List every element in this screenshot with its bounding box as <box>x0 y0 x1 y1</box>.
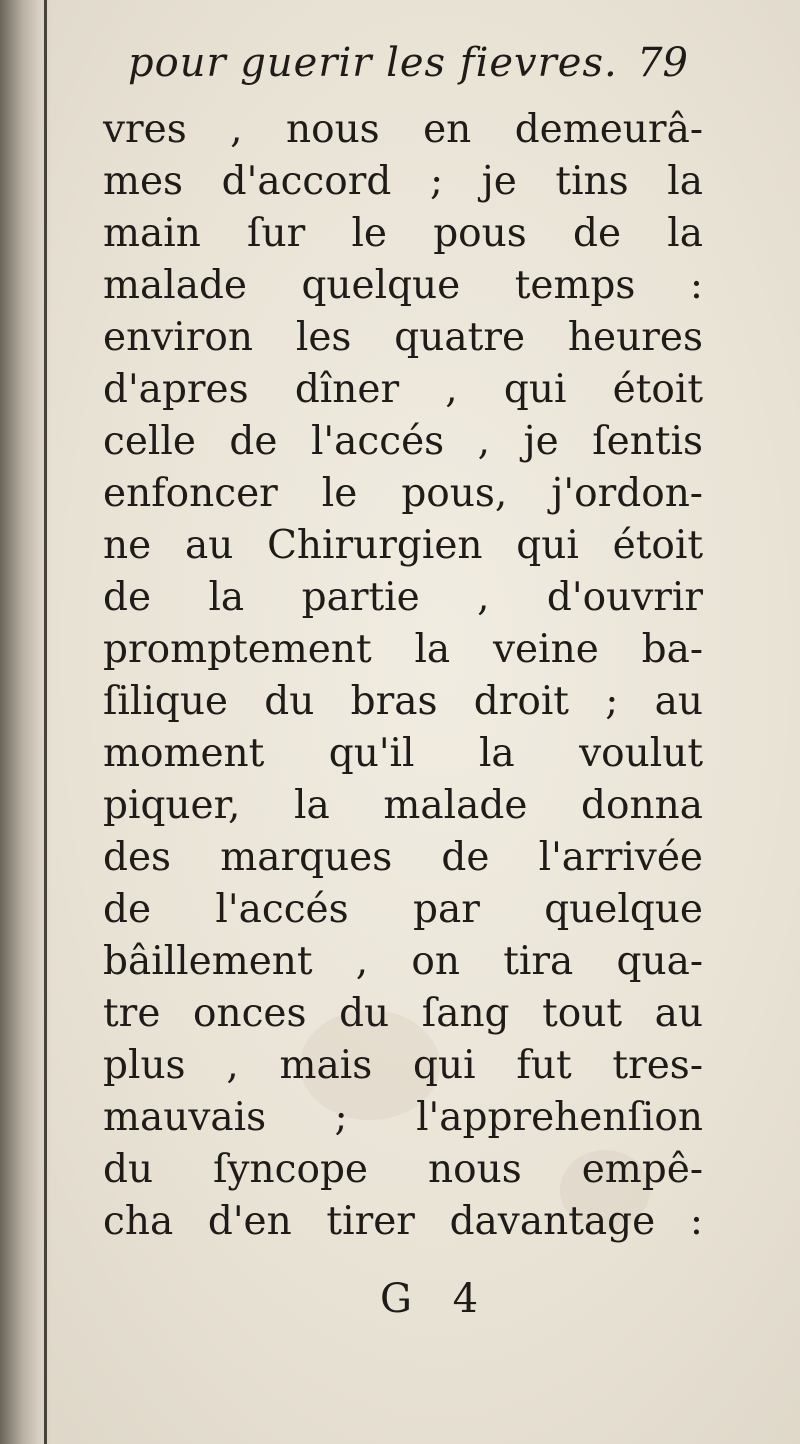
text-line: environ les quatre heures <box>103 315 703 360</box>
text-line: moment qu'il la voulut <box>103 731 703 776</box>
text-line: ſilique du bras droit ; au <box>103 679 703 724</box>
text-line: piquer, la malade donna <box>103 783 703 828</box>
text-line: des marques de l'arrivée <box>103 835 703 880</box>
text-line: de la partie , d'ouvrir <box>103 575 703 620</box>
text-line: main ſur le pous de la <box>103 211 703 256</box>
text-line: promptement la veine ba- <box>103 627 703 672</box>
text-line: enfoncer le pous, j'ordon- <box>103 471 703 516</box>
text-line: mauvais ; l'apprehenſion <box>103 1095 703 1140</box>
text-line: tre onces du ſang tout au <box>103 991 703 1036</box>
body-text <box>103 104 703 1248</box>
text-line: vres , nous en demeurâ- <box>103 107 703 152</box>
page-header <box>128 40 688 100</box>
signature-mark: G 4 <box>380 1276 493 1322</box>
text-line: bâillement , on tira qua- <box>103 939 703 984</box>
running-head: pour guerir les fievres. <box>128 40 618 86</box>
text-line: mes d'accord ; je tins la <box>103 159 703 204</box>
text-line: du ſyncope nous empê- <box>103 1147 703 1192</box>
text-line: ne au Chirurgien qui étoit <box>103 523 703 568</box>
text-line: plus , mais qui fut tres- <box>103 1043 703 1088</box>
text-line: de l'accés par quelque <box>103 887 703 932</box>
text-line: celle de l'accés , je ſentis <box>103 419 703 464</box>
text-line: cha d'en tirer davantage : <box>103 1199 703 1244</box>
page-number: 79 <box>637 40 688 86</box>
binding-edge <box>44 0 47 1444</box>
text-line: malade quelque temps : <box>103 263 703 308</box>
text-line: d'apres dîner , qui étoit <box>103 367 703 412</box>
